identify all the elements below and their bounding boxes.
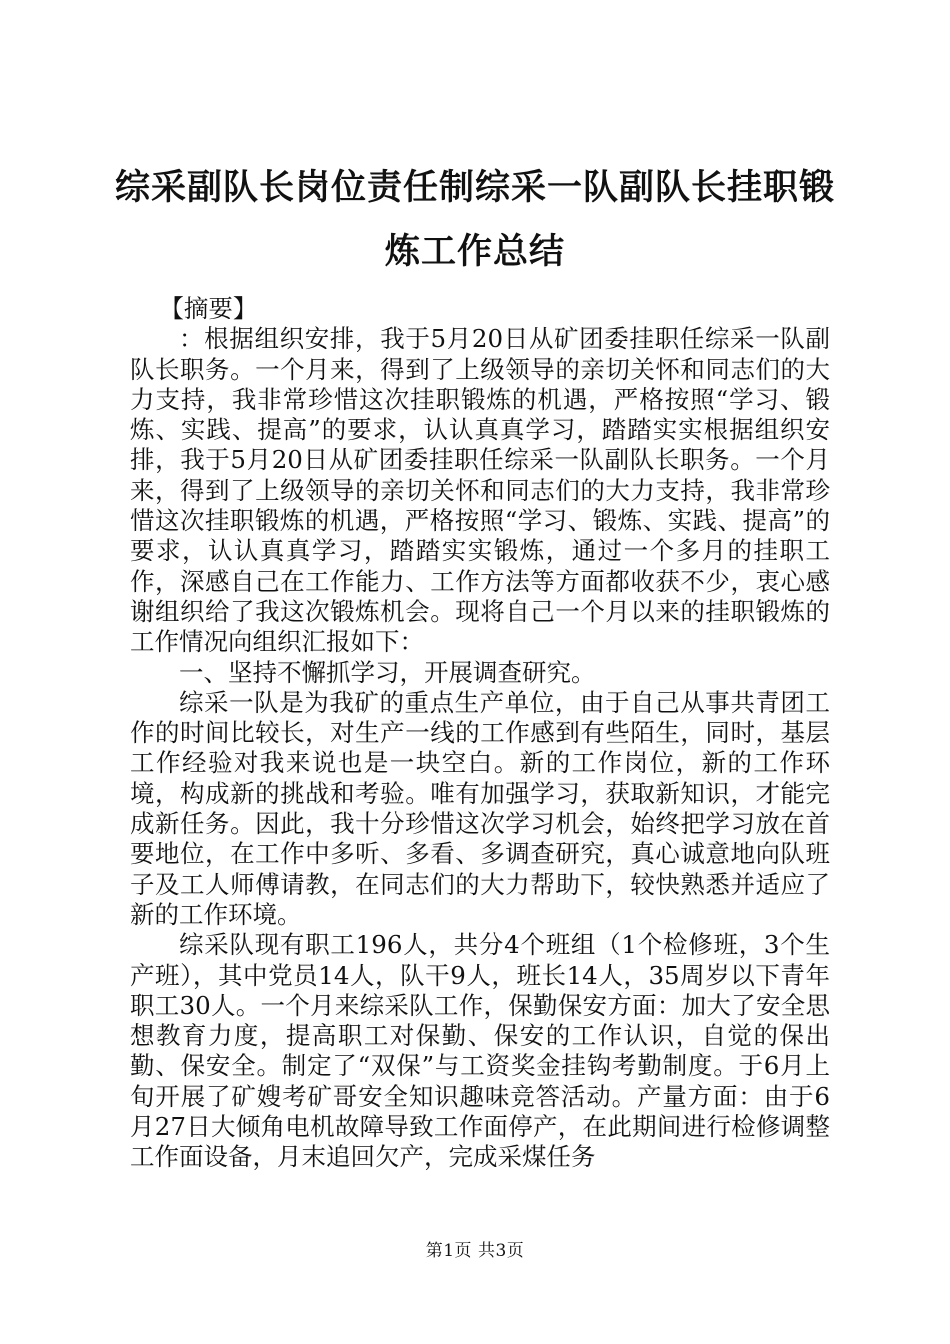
document-title: 综采副队长岗位责任制综采一队副队长挂职锻炼工作总结 [114, 167, 835, 272]
body-paragraph: 综采一队是为我矿的重点生产单位，由于自己从事共青团工作的时间比较长，对生产一线的工作感到有些陌生，同时，基层工作经验对我来说也是一块空白。新的工作岗位，新的工作环境，构成新的挑战和考验。唯有加强学习，获取新知识，才能完成新任务。因此，我十分珍惜这次学习机会，始终把学习放在首要地位，在工作中多听、多看、多调查研究，真心诚意地向队班子及工人师傅请教，在同志们的大力帮助下，较快熟悉并适应了新的工作环境。 [130, 687, 830, 929]
abstract-paragraph: ：根据组织安排，我于5月20日从矿团委挂职任综采一队副队长职务。一个月来，得到了上级领导的亲切关怀和同志们的大力支持，我非常珍惜这次挂职锻炼的机遇，严格按照“学习、锻炼、实践、提高”的要求，认认真真学习，踏踏实实根据组织安排，我于5月20日从矿团委挂职任综采一队副队长职务。一个月来，得到了上级领导的亲切关怀和同志们的大力支持，我非常珍惜这次挂职锻炼的机遇，严格按照“学习、锻炼、实践、提高”的要求，认认真真学习，踏踏实实锻炼，通过一个多月的挂职工作，深感自己在工作能力、工作方法等方面都收获不少，衷心感谢组织给了我这次锻炼机会。现将自己一个月以来的挂职锻炼的工作情况向组织汇报如下： [130, 324, 830, 657]
document-body [130, 294, 830, 1173]
abstract-label: 【摘要】 [159, 294, 258, 323]
section-heading-1: 一、坚持不懈抓学习，开展调查研究。 [179, 657, 596, 687]
page-number-footer: 第1页 共3页 [425, 1241, 525, 1261]
body-paragraph: 综采队现有职工196人，共分4个班组（1个检修班，3个生产班），其中党员14人，队干9人，班长14人，35周岁以下青年职工30人。一个月来综采队工作，保勤保安方面：加大了安全思想教育力度，提高职工对保勤、保安的工作认识，自觉的保出勤、保安全。制定了“双保”与工资奖金挂钩考勤制度。于6月上旬开展了矿嫂考矿哥安全知识趣味竞答活动。产量方面：由于6月27日大倾角电机故障导致工作面停产，在此期间进行检修调整工作面设备，月末追回欠产，完成采煤任务 [130, 930, 830, 1172]
